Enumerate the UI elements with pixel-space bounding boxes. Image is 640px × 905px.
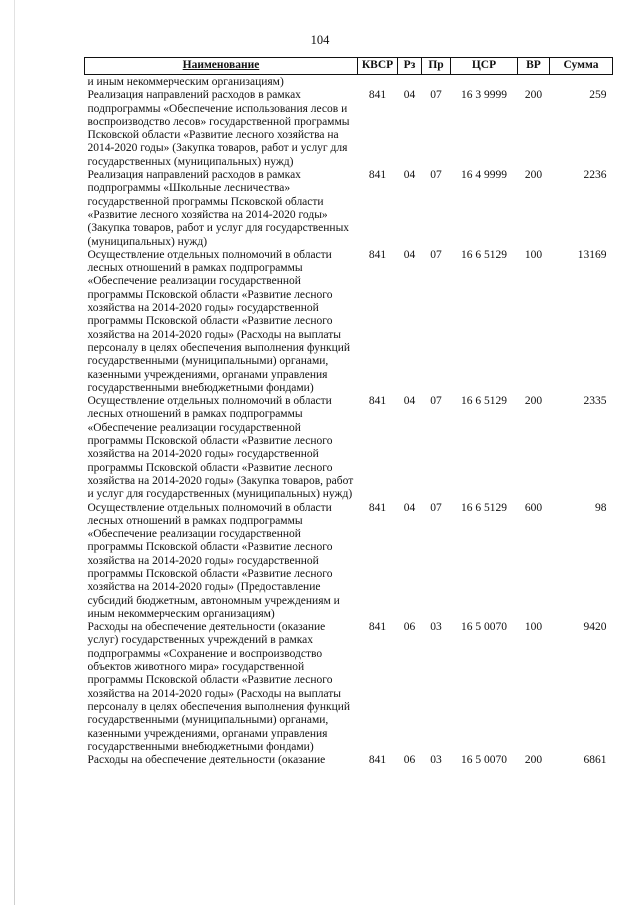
row-sum: 259 xyxy=(589,89,607,102)
header-csr: ЦСР xyxy=(451,58,518,75)
row-pr: 07 xyxy=(430,395,442,408)
row-sum: 2236 xyxy=(583,169,607,182)
row-pr: 07 xyxy=(430,501,442,514)
row-pr: 07 xyxy=(430,169,442,182)
table-row xyxy=(85,754,613,767)
row-pr: 03 xyxy=(430,754,442,767)
row-pr: 07 xyxy=(430,89,442,102)
header-pr: Пр xyxy=(422,58,451,75)
page-number: 104 xyxy=(310,33,330,47)
table-row-continuation xyxy=(85,75,613,90)
table-row xyxy=(85,502,613,622)
header-rz: Рз xyxy=(398,58,422,75)
row-sum: 9420 xyxy=(583,621,607,634)
row-vr: 200 xyxy=(524,395,543,408)
header-name: Наименование xyxy=(85,58,358,75)
row-kvsr: 841 xyxy=(368,621,387,634)
row-rz: 06 xyxy=(403,621,416,634)
row-name: Реализация направлений расходов в рамках подпрограммы «Обеспечение использования лесов и воспроизводство лесов» государственной программы Псковской области «Развитие лесного хозяйства на 2014-2020 годы» (Закупка товаров, работ и услуг для государственных (муниципальных) нужд) xyxy=(87,89,350,168)
header-sum: Сумма xyxy=(550,58,613,75)
scan-edge xyxy=(14,0,15,905)
row-kvsr: 841 xyxy=(368,395,387,408)
row-kvsr: 841 xyxy=(368,169,387,182)
row-kvsr: 841 xyxy=(368,248,387,261)
row-sum: 98 xyxy=(595,501,607,514)
row-pr: 03 xyxy=(430,621,442,634)
row-name: Реализация направлений расходов в рамках подпрограммы «Школьные лесничества» государственной программы Псковской области «Развитие лесного хозяйства на 2014-2020 годы» (Закупка товаров, работ и услуг для государственных (муниципальных) нужд) xyxy=(87,169,350,248)
row-csr: 16 4 9999 xyxy=(461,169,507,182)
row-vr: 200 xyxy=(524,169,543,182)
header-vr: ВР xyxy=(518,58,550,75)
table-row xyxy=(85,89,613,169)
row-sum: 2335 xyxy=(583,395,607,408)
row-name: Осуществление отдельных полномочий в области лесных отношений в рамках подпрограммы «Обеспечение реализации государственной программы Псковской области «Развитие лесного хозяйства на 2014-2020 годы» государственной программы Псковской области «Развитие лесного хозяйства на 2014-2020 годы» (Закупка товаров, работ и услуг для государственных (муниципальных) нужд) xyxy=(87,395,354,501)
row-rz: 04 xyxy=(403,501,416,514)
table-row xyxy=(85,395,613,501)
row-rz: 04 xyxy=(403,248,416,261)
row-rz: 04 xyxy=(403,395,416,408)
table-header-row xyxy=(85,58,613,75)
row-vr: 600 xyxy=(524,501,543,514)
row-rz: 06 xyxy=(403,754,416,767)
row-name: Осуществление отдельных полномочий в области лесных отношений в рамках подпрограммы «Обеспечение реализации государственной программы Псковской области «Развитие лесного хозяйства на 2014-2020 годы» государственной программы Псковской области «Развитие лесного хозяйства на 2014-2020 годы» (Предоставление субсидий бюджетным, автономным учреждениям и иным некоммерческим организациям) xyxy=(87,501,340,620)
row-csr: 16 6 5129 xyxy=(461,395,507,408)
row-rz: 04 xyxy=(403,169,416,182)
row-sum: 6861 xyxy=(583,754,607,767)
row-name: Расходы на обеспечение деятельности (оказание xyxy=(87,754,326,767)
row-vr: 200 xyxy=(524,89,543,102)
table-row xyxy=(85,621,613,754)
table-row xyxy=(85,169,613,249)
row-vr: 100 xyxy=(524,248,543,261)
row-csr: 16 6 5129 xyxy=(461,248,507,261)
row-kvsr: 841 xyxy=(368,754,387,767)
row-vr: 100 xyxy=(524,621,543,634)
row-rz: 04 xyxy=(403,89,416,102)
row-kvsr: 841 xyxy=(368,501,387,514)
row-csr: 16 5 0070 xyxy=(461,754,507,767)
row-vr: 200 xyxy=(524,754,543,767)
row-name: Расходы на обеспечение деятельности (оказание услуг) государственных учреждений в рамках подпрограммы «Сохранение и воспроизводство объектов животного мира» государственной программы Псковской области «Развитие лесного хозяйства на 2014-2020 годы» (Расходы на выплаты персоналу в целях обеспечения выполнения функций государственными (муниципальными) органами, казенными учреждениями, органами управления государственными внебюджетными фондами) xyxy=(87,621,351,753)
row-csr: 16 6 5129 xyxy=(461,501,507,514)
row-csr: 16 3 9999 xyxy=(461,89,507,102)
row-name: Осуществление отдельных полномочий в области лесных отношений в рамках подпрограммы «Обеспечение реализации государственной программы Псковской области «Развитие лесного хозяйства на 2014-2020 годы» государственной программы Псковской области «Развитие лесного хозяйства на 2014-2020 годы» (Расходы на выплаты персоналу в целях обеспечения выполнения функций государственными (муниципальными) органами, казенными учреждениями, органами управления государственными внебюджетными фондами) xyxy=(87,248,351,394)
row-kvsr: 841 xyxy=(368,89,387,102)
row-sum: 13169 xyxy=(577,248,607,261)
row-pr: 07 xyxy=(430,248,442,261)
header-kvsr: КВСР xyxy=(358,58,398,75)
continuation-text: и иным некоммерческим организациям) xyxy=(87,76,284,88)
row-csr: 16 5 0070 xyxy=(461,621,507,634)
table-row xyxy=(85,249,613,395)
budget-table xyxy=(84,57,613,767)
